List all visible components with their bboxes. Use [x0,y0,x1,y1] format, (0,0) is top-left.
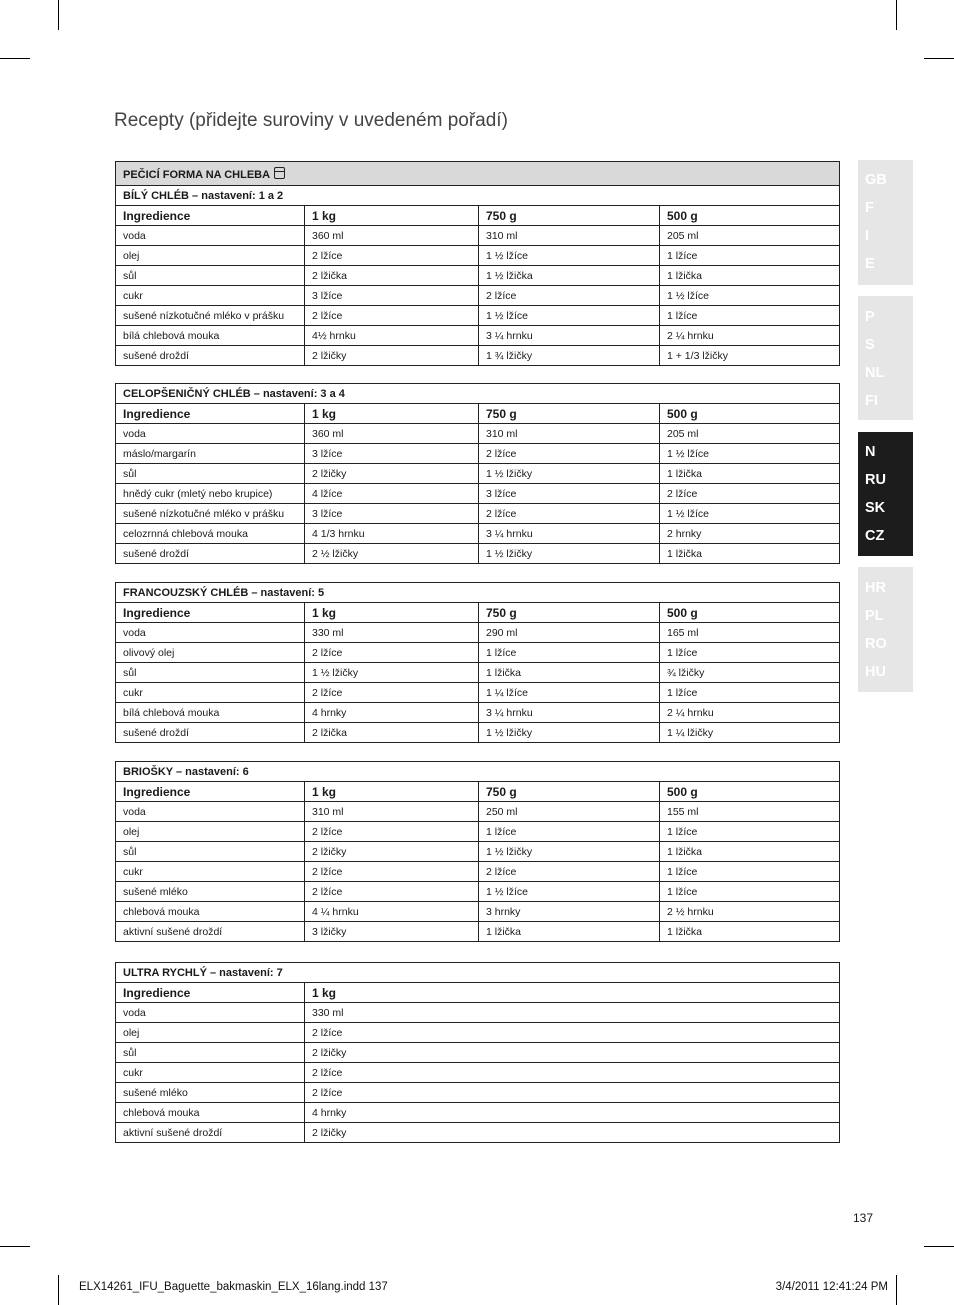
table-cell: 2 lžičky [305,1123,840,1143]
table-cell: 1 lžička [660,544,840,564]
table-cell: cukr [116,1063,305,1083]
table-cell: 4½ hrnku [305,326,479,346]
column-header: Ingredience [116,782,305,802]
table-cell: 2 lžíce [305,862,479,882]
table-cell: 3 ¼ hrnku [479,524,660,544]
footer-date: 3/4/2011 12:41:24 PM [775,1281,888,1293]
table-cell: cukr [116,683,305,703]
table-row [116,922,840,942]
table-row [116,484,840,504]
table-cell: 310 ml [479,226,660,246]
table-cell: 310 ml [305,802,479,822]
column-header: Ingredience [116,983,305,1003]
table-cell: 155 ml [660,802,840,822]
table-title-row [116,186,840,206]
table-cell: 2 lžičky [305,464,479,484]
column-header: Ingredience [116,404,305,424]
table-body [116,802,840,942]
table-row [116,246,840,266]
table-cell: 1 ½ lžíce [479,306,660,326]
language-tab: NL [865,365,885,381]
column-header: 500 g [660,782,840,802]
table-body [116,623,840,743]
table-cell: 2 ¼ hrnku [660,326,840,346]
column-header: 1 kg [305,404,479,424]
table-cell: 1 ½ lžička [479,266,660,286]
table-body [116,1003,840,1143]
language-tab: PL [865,608,884,624]
table-cell: 1 lžička [479,922,660,942]
table-cell: 2 lžíce [305,246,479,266]
table-cell: 2 lžičky [305,1043,840,1063]
table-cell: sůl [116,464,305,484]
table-cell: 1 ½ lžíce [479,246,660,266]
table-title: CELOPŠENIČNÝ CHLÉB – nastavení: 3 a 4 [116,384,840,404]
table-title: ULTRA RYCHLÝ – nastavení: 7 [116,963,840,983]
table-cell: 2 lžíce [305,683,479,703]
table-cell: voda [116,226,305,246]
table-row [116,424,840,444]
table-row [116,862,840,882]
table-cell: 4 lžíce [305,484,479,504]
table-cell: voda [116,1003,305,1023]
table-cell: 1 lžíce [479,643,660,663]
table-cell: ¾ lžičky [660,663,840,683]
table-cell: 1 lžíce [660,683,840,703]
table-cell: cukr [116,286,305,306]
language-tab: HU [865,664,886,680]
column-header: Ingredience [116,206,305,226]
table-cell: chlebová mouka [116,902,305,922]
language-tab: S [865,337,875,353]
table-cell: hnědý cukr (mletý nebo krupice) [116,484,305,504]
table-cell: 2 lžička [305,723,479,743]
table-cell: 2 lžíce [305,643,479,663]
language-tab: CZ [865,528,885,544]
table-cell: 1 ½ lžíce [479,882,660,902]
table-row [116,643,840,663]
table-row [116,504,840,524]
table-cell: voda [116,623,305,643]
table-cell: 1 ¼ lžičky [660,723,840,743]
table-row [116,286,840,306]
table-cell: sušené droždí [116,544,305,564]
column-header: 1 kg [305,782,479,802]
table-cell: 1 lžíce [660,246,840,266]
language-tab: SK [865,500,886,516]
table-cell: 2 lžičky [305,346,479,366]
table-cell: chlebová mouka [116,1103,305,1123]
table-row [116,544,840,564]
table-cell: 3 ¼ hrnku [479,326,660,346]
table-title: BRIOŠKY – nastavení: 6 [116,762,840,782]
table-row [116,1043,840,1063]
table-title-row [116,384,840,404]
table-cell: 4 hrnky [305,703,479,723]
table-cell: sušené mléko [116,1083,305,1103]
table-row [116,464,840,484]
table-cell: 1 lžíce [660,306,840,326]
table-cell: 2 lžíce [660,484,840,504]
table-title-row [116,963,840,983]
table-cell: 1 ½ lžíce [660,286,840,306]
crop-mark [896,0,897,30]
table-cell: sušené droždí [116,346,305,366]
crop-mark [0,1246,30,1247]
table-cell: 2 lžíce [305,1083,840,1103]
language-tab: RU [865,472,886,488]
recipe-table [115,582,840,743]
table-row [116,802,840,822]
language-tab: E [865,256,875,272]
table-cell: 250 ml [479,802,660,822]
table-cell: 1 lžička [660,842,840,862]
table-cell: 1 ½ lžičky [305,663,479,683]
table-row [116,226,840,246]
column-header: 1 kg [305,983,840,1003]
table-title: FRANCOUZSKÝ CHLÉB – nastavení: 5 [116,583,840,603]
table-cell: 2 ½ hrnku [660,902,840,922]
table-row [116,723,840,743]
table-cell: 2 ¼ hrnku [660,703,840,723]
footer-file: ELX14261_IFU_Baguette_bakmaskin_ELX_16lang.indd 137 [79,1281,388,1293]
table-cell: sůl [116,1043,305,1063]
table-title: BÍLÝ CHLÉB – nastavení: 1 a 2 [116,186,840,206]
table-row [116,1003,840,1023]
table-row [116,663,840,683]
table-cell: voda [116,802,305,822]
table-cell: 2 lžíce [305,1023,840,1043]
language-tab: FI [865,393,878,409]
table-cell: cukr [116,862,305,882]
table-row [116,703,840,723]
table-cell: celozrnná chlebová mouka [116,524,305,544]
crop-mark [924,1246,954,1247]
table-row [116,683,840,703]
table-cell: 1 ½ lžičky [479,842,660,862]
table-row [116,326,840,346]
recipe-table [115,161,840,366]
page-number: 137 [853,1211,874,1225]
column-header-row [116,603,840,623]
language-tab: F [865,200,874,216]
table-cell: 1 lžíce [660,882,840,902]
table-cell: 310 ml [479,424,660,444]
table-cell: sušené nízkotučné mléko v prášku [116,306,305,326]
language-group [858,567,913,692]
language-tab: P [865,309,875,325]
table-cell: sůl [116,266,305,286]
table-cell: 1 lžíce [660,822,840,842]
table-cell: 165 ml [660,623,840,643]
table-cell: olivový olej [116,643,305,663]
table-row [116,623,840,643]
crop-mark [0,58,30,59]
table-row [116,266,840,286]
table-cell: sušené mléko [116,882,305,902]
table-cell: 205 ml [660,424,840,444]
pan-label: PEČICÍ FORMA NA CHLEBA [123,168,271,181]
table-cell: 1 ¾ lžičky [479,346,660,366]
table-cell: 2 lžíce [305,1063,840,1083]
table-cell: olej [116,246,305,266]
table-cell: 1 lžička [660,922,840,942]
table-row [116,842,840,862]
table-cell: 1 ½ lžičky [479,544,660,564]
table-cell: 3 ¼ hrnku [479,703,660,723]
table-cell: 330 ml [305,1003,840,1023]
table-row [116,1063,840,1083]
column-header: Ingredience [116,603,305,623]
table-row [116,1123,840,1143]
table-title-row [116,762,840,782]
table-cell: 2 lžičky [305,842,479,862]
table-cell: 2 lžíce [305,822,479,842]
table-cell: aktivní sušené droždí [116,1123,305,1143]
column-header: 750 g [479,782,660,802]
table-cell: 2 lžíce [479,504,660,524]
column-header: 500 g [660,206,840,226]
column-header-row [116,404,840,424]
table-cell: 1 ½ lžíce [660,504,840,524]
table-cell: 1 lžička [660,464,840,484]
table-row [116,306,840,326]
language-tab: N [865,444,876,460]
table-cell: 2 lžíce [479,862,660,882]
language-group [858,160,913,285]
table-cell: 1 ¼ lžíce [479,683,660,703]
table-cell: 1 + 1/3 lžičky [660,346,840,366]
table-cell: 2 ½ lžičky [305,544,479,564]
crop-mark [58,1275,59,1305]
column-header-row [116,782,840,802]
table-cell: 1 lžíce [660,643,840,663]
table-cell: 2 lžíce [305,306,479,326]
bread-pan-icon [274,167,285,179]
table-cell: 1 ½ lžičky [479,464,660,484]
table-cell: aktivní sušené droždí [116,922,305,942]
column-header: 1 kg [305,603,479,623]
column-header: 1 kg [305,206,479,226]
table-row [116,1083,840,1103]
language-group [858,432,913,556]
table-cell: 205 ml [660,226,840,246]
column-header-row [116,206,840,226]
table-cell: 360 ml [305,424,479,444]
language-tab: RO [865,636,887,652]
language-tab: I [865,228,870,244]
recipe-table [115,383,840,564]
table-cell: 2 hrnky [660,524,840,544]
table-cell: 360 ml [305,226,479,246]
table-cell: 2 lžíce [479,286,660,306]
table-cell: 1 lžička [479,663,660,683]
table-cell: bílá chlebová mouka [116,326,305,346]
column-header: 750 g [479,603,660,623]
table-cell: 4 hrnky [305,1103,840,1123]
table-cell: 3 lžičky [305,922,479,942]
table-cell: sušené nízkotučné mléko v prášku [116,504,305,524]
column-header: 500 g [660,404,840,424]
table-row [116,1103,840,1123]
table-cell: 3 lžíce [305,286,479,306]
pan-header-row [116,162,840,186]
crop-mark [924,58,954,59]
table-row [116,882,840,902]
table-cell: 2 lžíce [479,444,660,464]
column-header: 750 g [479,404,660,424]
table-cell: 1 lžíce [660,862,840,882]
table-title-row [116,583,840,603]
table-body [116,424,840,564]
recipe-table [115,962,840,1143]
table-cell: 3 lžíce [305,444,479,464]
table-cell: 4 1/3 hrnku [305,524,479,544]
table-cell: 1 ½ lžičky [479,723,660,743]
table-cell: bílá chlebová mouka [116,703,305,723]
table-cell: olej [116,822,305,842]
column-header-row [116,983,840,1003]
table-row [116,822,840,842]
table-cell: 1 lžíce [479,822,660,842]
page-title: Recepty (přidejte suroviny v uvedeném pořadí) [114,110,508,131]
table-cell: sušené droždí [116,723,305,743]
table-cell: 3 lžíce [479,484,660,504]
table-body [116,226,840,366]
table-cell: máslo/margarín [116,444,305,464]
table-row [116,524,840,544]
column-header: 500 g [660,603,840,623]
crop-mark [58,0,59,30]
table-cell: 4 ¼ hrnku [305,902,479,922]
table-cell: 1 ½ lžíce [660,444,840,464]
table-cell: 330 ml [305,623,479,643]
language-tab: GB [865,172,887,188]
table-row [116,1023,840,1043]
table-cell: sůl [116,842,305,862]
table-cell: olej [116,1023,305,1043]
table-cell: 1 lžička [660,266,840,286]
language-group [858,296,913,420]
table-cell: 2 lžíce [305,882,479,902]
table-cell: 290 ml [479,623,660,643]
crop-mark [896,1275,897,1305]
table-row [116,902,840,922]
table-cell: 3 lžíce [305,504,479,524]
table-cell: 2 lžička [305,266,479,286]
language-tab: HR [865,580,886,596]
table-row [116,444,840,464]
recipe-table [115,761,840,942]
table-cell: sůl [116,663,305,683]
table-cell: 3 hrnky [479,902,660,922]
table-cell: voda [116,424,305,444]
column-header: 750 g [479,206,660,226]
table-row [116,346,840,366]
